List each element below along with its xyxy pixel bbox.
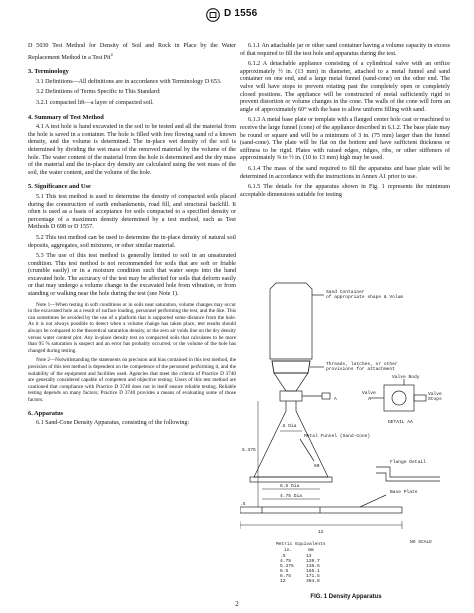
- dim-60-degrees: 60: [314, 464, 320, 469]
- dim-0-5: .5: [240, 502, 246, 507]
- label-sand-container: Sand Container: [326, 290, 365, 295]
- metric-row-mm: 171.5: [306, 574, 320, 579]
- metric-row-in: 6.5: [280, 569, 289, 574]
- sand-container-shape: [270, 283, 312, 359]
- paragraph-6-1-5: 6.1.5 The details for the apparatus shown in Fig. 1 represents the minimum acceptable dimensions suitable for testing: [240, 184, 450, 198]
- cone-flange-shape: [250, 477, 332, 482]
- metric-row-in: 12: [280, 579, 286, 584]
- section-heading-terminology: 3. Terminology: [28, 68, 69, 76]
- page-header: [0, 6, 474, 26]
- apparatus-drawing: [240, 281, 452, 591]
- paragraph-6-1-1: 6.1.1 An attachable jar or other sand container having a volume capacity in excess of that required to fill the test hole and apparatus during the test.: [240, 43, 450, 57]
- dim-0-5-dia: .5 Dia: [280, 424, 297, 429]
- standard-designation: D 1556: [224, 8, 258, 19]
- threads-shape: [272, 361, 310, 373]
- label-threads: Threads, latches, or other: [326, 362, 398, 367]
- note-1: Note 1—When testing in soft conditions or in soils near saturation, volume changes may occur in the excavated hole as a result of surface loading, personnel performing the test, and the like. This can sometimes be avoided by the use of a platform that is supported some distance from the hole. As it is not always possible to detect when a volume change has taken place, test results should always be compared to the theoretical saturation density, or the zero air voids line on the dry density versus water content plot. Any in-place density test on compacted soils that calculates to be more than 95 % saturation is suspect and an error has probably occurred, or the volume of the hole has changed during testing.: [28, 301, 236, 354]
- paragraph-3-1: 3.1 Definitions—All definitions are in accordance with Terminology D 653.: [36, 78, 222, 85]
- section-heading-significance: 5. Significance and Use: [28, 183, 91, 191]
- valve-knob-shape: [322, 393, 330, 399]
- right-column: [240, 43, 450, 202]
- label-sand-container-2: of appropriate shape & Volum: [326, 295, 404, 300]
- paragraph-5-1: 5.1 This test method is used to determine the density of compacted soils placed during the construction of earth embankments, road fill, and structural backfill. It often is used as a basis of acceptance for soils compacted to a specified density or percentage of a maximum density determined by a test method, such as Test Methods D 698 or D 1557.: [28, 193, 236, 231]
- metric-row-in: 4.75: [280, 559, 292, 564]
- left-column: [28, 43, 236, 431]
- metric-row-mm: 136.5: [306, 564, 320, 569]
- metric-head-mm: mm: [308, 548, 314, 553]
- label-flange-detail: Flange Detail: [390, 460, 426, 465]
- dim-12: 12: [318, 530, 324, 535]
- paragraph-4-1: 4.1 A test hole is hand excavated in the soil to be tested and all the material from the hole is saved in a container. The hole is filled with free flowing sand of a known density, and the volume is determined. The in-place wet density of the soil is determined by dividing the wet mass of the removed material by the volume of the hole. The water content of the material from the hole is determined and the dry mass of the material and the in-place dry density are calculated using the wet mass of the soil, the water content, and the volume of the hole.: [28, 124, 236, 176]
- reference-d5030: D 5030 Test Method for Density of Soil and Rock in Place by the Water Replacement Method in a Test Pit$^4$: [28, 43, 236, 61]
- valve-body-shape: [280, 391, 302, 401]
- metric-row-mm: 304.8: [306, 579, 320, 584]
- figure-caption: FIG. 1 Density Apparatus: [310, 594, 382, 600]
- paragraph-6-1: 6.1 Sand-Cone Density Apparatus, consisting of the following:: [36, 420, 190, 427]
- section-heading-apparatus: 6. Apparatus: [28, 409, 64, 417]
- label-threads-2: provisions for attachment: [326, 367, 395, 372]
- density-apparatus-figure: [240, 281, 452, 600]
- paragraph-3-2-1: 3.2.1 compacted lift—a layer of compacted soil.: [36, 100, 154, 106]
- paragraph-6-1-2: 6.1.2 A detachable appliance consisting of a cylindrical valve with an orifice approximately ½ in. (13 mm) in diameter, attached to a metal funnel and sand container on one end, and a large metal funnel (sand-cone) on the other end. The valve will have stops to prevent rotating past the completely open or completely closed positions. The appliance will be constructed of metal sufficiently rigid to prevent distortion or volume changes in the cone. The walls of the cone will form an angle of approximately 60° with the base to allow uniform filling with sand.: [240, 61, 450, 113]
- section-mark-a-left: A: [368, 397, 371, 402]
- metric-title: Metric Equivalents: [276, 542, 326, 547]
- metric-row-in: 5.375: [280, 564, 294, 569]
- paragraph-6-1-3: 6.1.3 A metal base plate or template with a flanged center hole cast or machined to receive the large funnel (cone) of the appliance described in 6.1.2. The base plate may be round or square and will be a minimum of 3 in. (75 mm) larger than the funnel (sand-cone). The plate will be flat on the bottom and have sufficient thickness or stiffness to be rigid. Plates with raised edges, ridges, ribs, or other stiffeners of approximately ⅜ to ½ in. (10 to 13 mm) high may be used.: [240, 117, 450, 162]
- label-base-plate: Base Plate: [390, 490, 418, 495]
- label-valve-body: Valve Body: [392, 375, 420, 380]
- label-valve-stops: Valve: [428, 392, 442, 397]
- metric-head-in: in.: [284, 548, 293, 553]
- detail-valve-shape: [384, 385, 414, 411]
- label-detail-aa: DETAIL AA: [388, 420, 413, 425]
- paragraph-5-3: 5.3 The use of this test method is generally limited to soil in an unsaturated condition. This test method is not recommended for soils that are soft or friable (crumble easily) or in a moisture condition such that water seeps into the hand excavated hole. The accuracy of the test may be affected for soils that deform easily or that may undergo a volume change in the excavated hole from vibration, or from standing or walking near the hole during the test (see Note 1).: [28, 253, 236, 298]
- metric-row-mm: 165.1: [306, 569, 320, 574]
- flange-detail-shape: [376, 467, 440, 477]
- metric-row-in: 6.75: [280, 574, 292, 579]
- paragraph-6-1-4: 6.1.4 The mass of the sand required to fill the apparatus and base plate will be determined in accordance with the instructions in Annex A1 prior to use.: [240, 165, 450, 180]
- note-2: Note 2—Notwithstanding the statements on precision and bias contained in this test method, the precision of this test method is dependent on the competence of the personnel performing it, and the suitability of the equipment and facilities used. Agencies that meet the criteria of Practice D 3740 are generally considered capable of competent and objective testing. Users of this test method are cautioned that compliance with Practice D 3740 does not in itself ensure reliable testing. Reliable testing depends on many factors; Practice D 3740 provides a means of evaluating some of those factors.: [28, 357, 236, 403]
- metric-row-mm: 13: [306, 554, 312, 559]
- base-plate-shape: [240, 507, 402, 513]
- no-scale-label: NO SCALE: [410, 540, 433, 545]
- dim-4-75-dia: 4.75 Dia: [280, 494, 303, 499]
- dim-5-375: 5.375: [242, 448, 256, 453]
- section-heading-summary: 4. Summary of Test Method: [28, 113, 104, 121]
- metric-row-mm: 120.7: [306, 559, 320, 564]
- metric-row-in: .5: [280, 554, 286, 559]
- dim-6-5-dia: 6.5 Dia: [280, 484, 300, 489]
- upper-funnel-shape: [274, 373, 308, 391]
- page-number: 2: [235, 600, 239, 608]
- paragraph-3-2: 3.2 Definitions of Terms Specific to This Standard:: [36, 89, 161, 96]
- astm-logo-icon: [206, 8, 220, 22]
- section-mark-a-right: A: [334, 397, 337, 402]
- label-valve-stops-2: Stops: [428, 397, 442, 402]
- paragraph-5-2: 5.2 This test method can be used to determine the in-place density of natural soil deposits, aggregates, soil mixtures, or other similar material.: [28, 234, 236, 249]
- label-valve: Valve: [362, 391, 376, 396]
- label-metal-funnel: Metal Funnel (Sand-Cone): [304, 434, 371, 439]
